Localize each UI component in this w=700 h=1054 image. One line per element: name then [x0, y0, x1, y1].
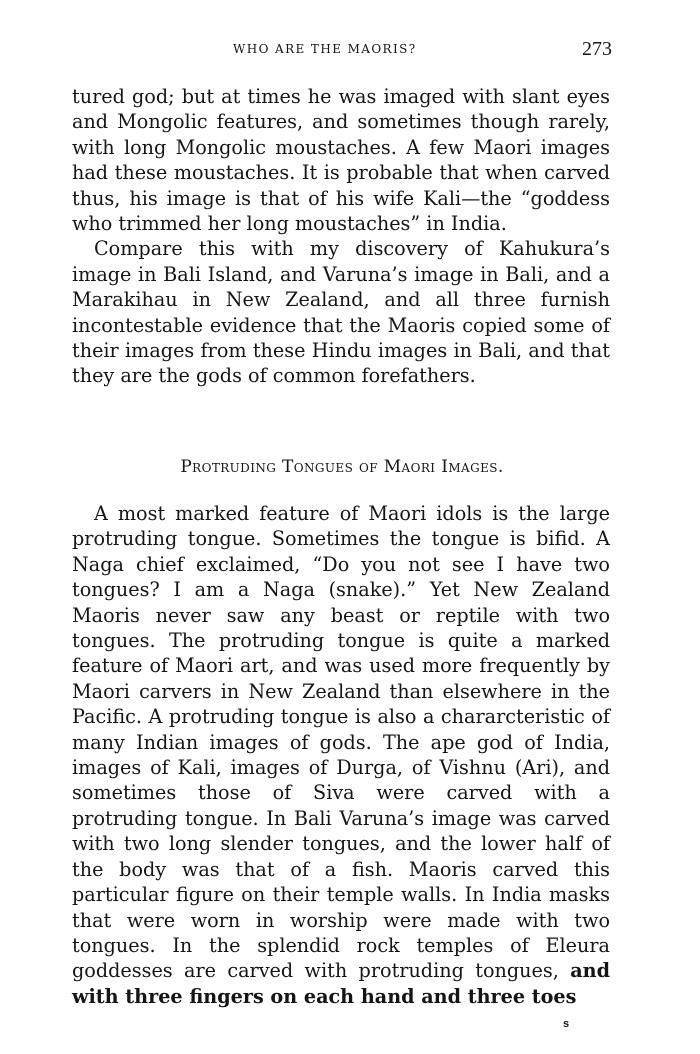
- page-number: 273: [582, 38, 612, 60]
- printer-signature-mark: s: [563, 1018, 570, 1030]
- tongues-paragraph: [72, 501, 610, 1009]
- opening-text-block: [72, 84, 610, 389]
- continued-paragraph: tured god; but at times he was imaged with slant eyes and Mongolic features, and sometimes though rarely, with long Mongolic moustaches. A few Maori images had these moustaches. It is probable that when carved thus, his image is that of his wife Kali—the “goddess who trimmed her long moustaches” in India.: [72, 85, 610, 236]
- section-text-block: [72, 501, 610, 1009]
- tongues-paragraph-text: A most marked feature of Maori idols is the large protruding tongue. Sometimes the tongue is bifid. A Naga chief exclaimed, “Do you not see I have two tongues? I am a Naga (snake).” Yet New Zealand Maoris never saw any beast or reptile with two tongues. The protruding tongue is quite a marked feature of Maori art, and was used more frequently by Maori carvers in New Zealand than elsewhere in the Pacific. A protruding tongue is also a chararcteristic of many Indian images of gods. The ape god of India, images of Kali, images of Durga, of Vishnu (Ari), and sometimes those of Siva were carved with a protruding tongue. In Bali Varuna’s image was carved with two long slender tongues, and the lower half of the body was that of a fish. Maoris carved this particular figure on their temple walls. In India masks that were worn in worship were made with two tongues. In the splendid rock temples of Eleura goddesses are carved with protruding tongues,: [72, 502, 610, 983]
- section-heading: Protruding Tongues of Maori Images.: [180, 457, 504, 477]
- running-head: [72, 38, 618, 68]
- running-title: WHO ARE THE MAORIS?: [233, 42, 417, 56]
- tongues-paragraph-last-line: and with three fingers on each hand and three toes: [72, 959, 610, 1008]
- comparison-paragraph: Compare this with my discovery of Kahukura’s image in Bali Island, and Varuna’s image in Bali, and a Marakihau in New Zealand, and all three furnish incontestable evidence that the Maoris copied some of their images from these Hindu images in Bali, and that they are the gods of common forefathers.: [72, 237, 610, 388]
